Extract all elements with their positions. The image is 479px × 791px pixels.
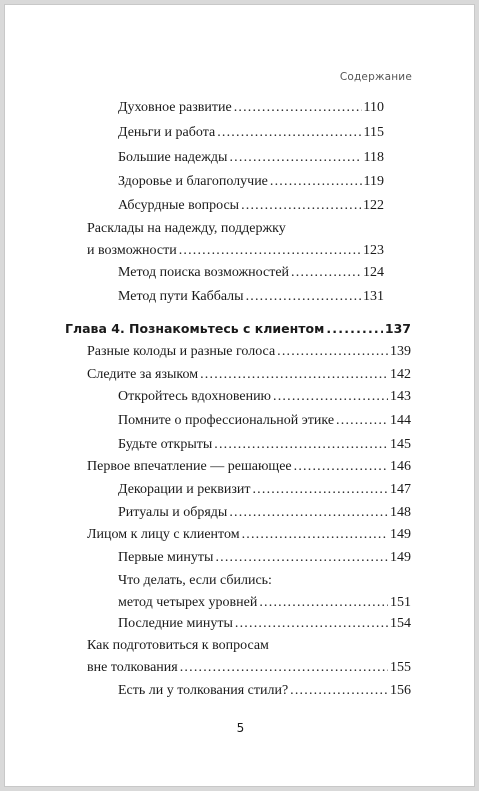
toc-entry-page: 143 bbox=[390, 389, 411, 404]
toc-entry-title: Абсурдные вопросы bbox=[118, 198, 240, 213]
toc-entry-page: 118 bbox=[363, 150, 384, 165]
toc-entry-title: Метод пути Каббалы bbox=[118, 289, 244, 304]
page-number: 5 bbox=[236, 721, 245, 735]
toc-entry bbox=[118, 570, 411, 614]
toc-entry bbox=[118, 547, 411, 569]
toc-entry-title: Будьте открыты bbox=[118, 437, 213, 452]
toc-entry-title: Следите за языком bbox=[87, 367, 199, 382]
toc-entry bbox=[118, 613, 411, 635]
toc-entry-title: Помните о профессиональной этике bbox=[118, 413, 335, 428]
toc-entry-page: 110 bbox=[363, 100, 384, 115]
toc-entry-page: 146 bbox=[390, 459, 411, 474]
toc-entry-page: 131 bbox=[363, 289, 384, 304]
toc-entry-title: Метод поиска возможностей bbox=[118, 265, 290, 280]
toc-entry-title: Есть ли у толкования стили? bbox=[118, 683, 289, 698]
toc-entry bbox=[87, 341, 411, 363]
toc-entry-title: Здоровье и благополучие bbox=[118, 174, 268, 189]
toc-chapter-page: 137 bbox=[384, 321, 411, 336]
toc-entry-page: 155 bbox=[390, 660, 411, 675]
toc-entry bbox=[87, 218, 384, 262]
toc-entry-title: Откройтесь вдохновению bbox=[118, 389, 272, 404]
toc-entry-title: Декорации и реквизит bbox=[118, 482, 251, 497]
toc-entry bbox=[118, 680, 411, 702]
toc-entry-title: Расклады на надежду, поддержку bbox=[87, 221, 286, 236]
toc-entry bbox=[87, 635, 411, 679]
toc-entry bbox=[118, 262, 384, 284]
book-page bbox=[4, 4, 475, 787]
toc-entry-page: 148 bbox=[390, 505, 411, 520]
toc-chapter bbox=[65, 318, 411, 340]
toc-entry-page: 119 bbox=[363, 174, 384, 189]
toc-entry-page: 147 bbox=[390, 482, 411, 497]
toc-entry-title-continued: вне толкования bbox=[87, 660, 178, 675]
toc-entry-title: Духовное развитие bbox=[118, 100, 232, 115]
toc-entry-page: 156 bbox=[390, 683, 411, 698]
toc-entry-title: Первое впечатление — решающее bbox=[87, 459, 292, 474]
toc-entry bbox=[118, 410, 411, 432]
toc-entry bbox=[118, 147, 384, 169]
toc-entry-page: 123 bbox=[363, 243, 384, 258]
toc-entry bbox=[118, 434, 411, 456]
toc-entry-title-continued: метод четырех уровней bbox=[118, 595, 258, 610]
toc-entry-title: Последние минуты bbox=[118, 616, 233, 631]
toc-entry-title: Разные колоды и разные голоса bbox=[87, 344, 276, 359]
toc-entry bbox=[118, 286, 384, 308]
toc-entry-title: Как подготовиться к вопросам bbox=[87, 638, 269, 653]
toc-entry-title: Что делать, если сбились: bbox=[118, 573, 272, 588]
toc-entry-page: 149 bbox=[390, 527, 411, 542]
toc-entry-page: 122 bbox=[363, 198, 384, 213]
toc-entry-page: 154 bbox=[390, 616, 411, 631]
toc-entry-title: Лицом к лицу с клиентом bbox=[87, 527, 240, 542]
toc-entry-title-continued: и возможности bbox=[87, 243, 177, 258]
toc-entry bbox=[118, 479, 411, 501]
toc-entry-title: Большие надежды bbox=[118, 150, 228, 165]
toc-entry bbox=[118, 502, 411, 524]
toc-entry bbox=[118, 97, 384, 119]
toc-entry-page: 124 bbox=[363, 265, 384, 280]
toc-entry bbox=[87, 524, 411, 546]
toc-entry bbox=[87, 456, 411, 478]
toc-entry bbox=[118, 195, 384, 217]
toc-entry bbox=[118, 122, 384, 144]
toc-entry-title: Ритуалы и обряды bbox=[118, 505, 228, 520]
toc-entry-page: 139 bbox=[390, 344, 411, 359]
toc-chapter-title: Глава 4. Познакомьтесь с клиентом bbox=[65, 321, 325, 336]
toc-entry-page: 151 bbox=[390, 595, 411, 610]
toc-entry-page: 144 bbox=[390, 413, 411, 428]
toc-entry-page: 149 bbox=[390, 550, 411, 565]
toc-entry-page: 115 bbox=[363, 125, 384, 140]
toc-entry bbox=[118, 171, 384, 193]
toc-entry-page: 145 bbox=[390, 437, 411, 452]
toc-entry-page: 142 bbox=[390, 367, 411, 382]
toc-entry-title: Первые минуты bbox=[118, 550, 214, 565]
toc-entry-title: Деньги и работа bbox=[118, 125, 216, 140]
toc-entry bbox=[118, 386, 411, 408]
running-head: Содержание bbox=[339, 71, 412, 83]
toc-entry bbox=[87, 364, 411, 386]
